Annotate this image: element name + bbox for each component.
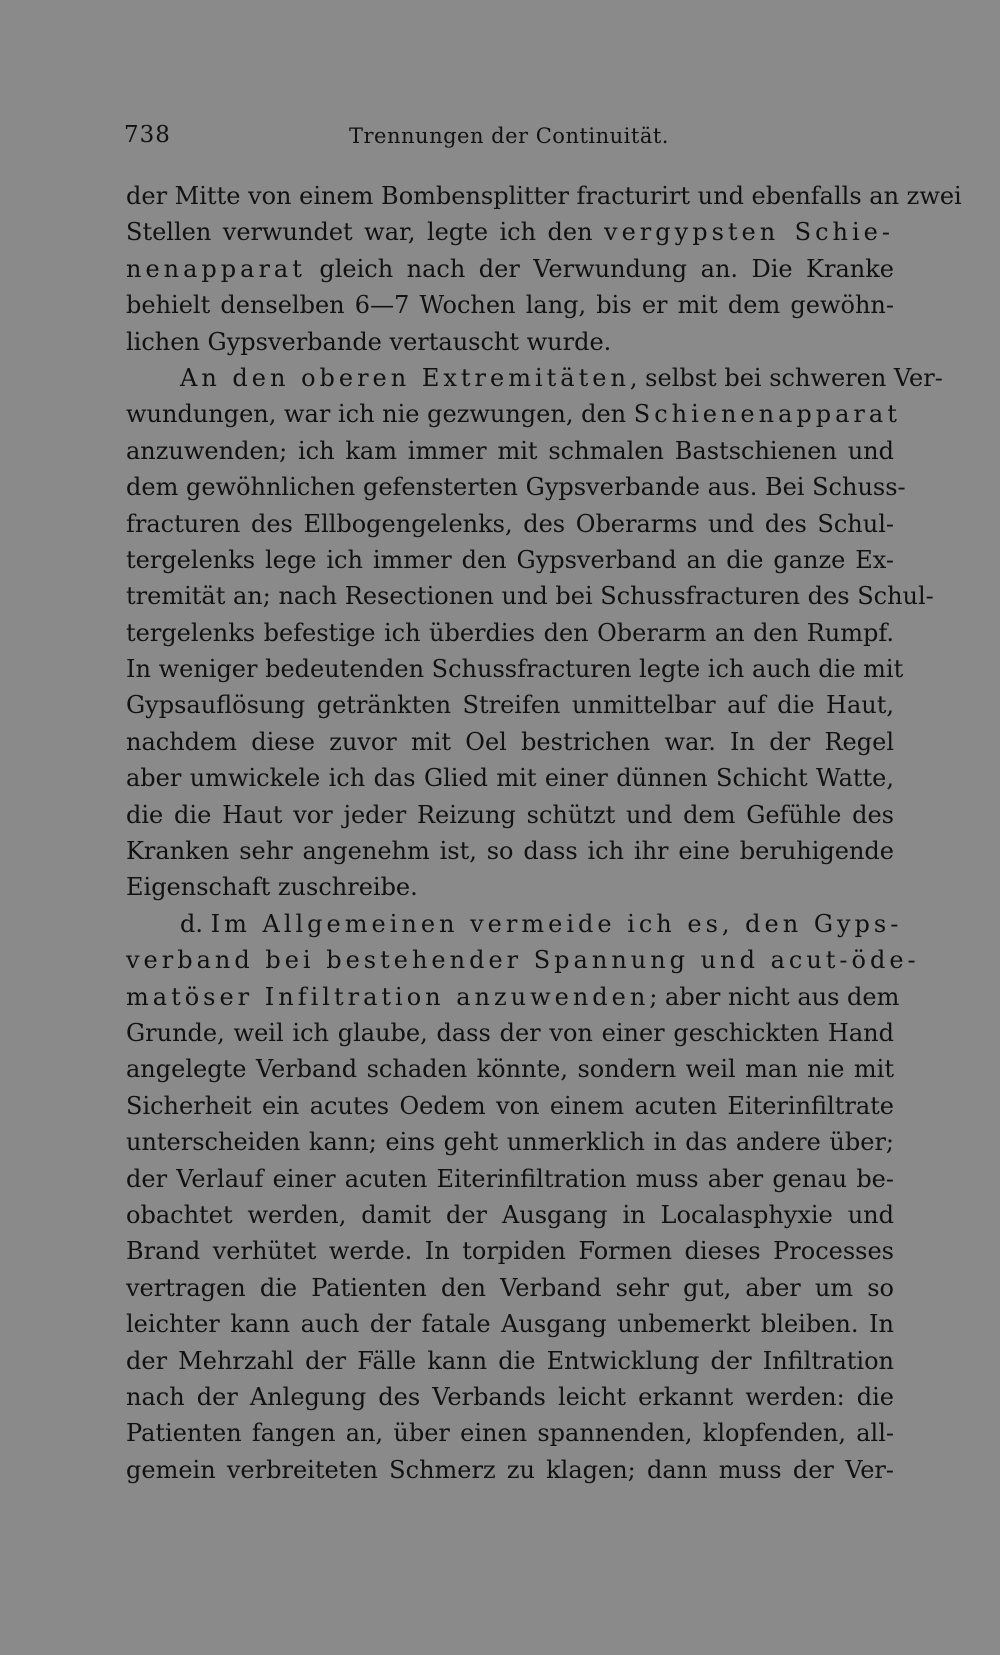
text-line: [126, 542, 894, 578]
text-line: [126, 506, 894, 542]
text-segment: Grunde, weil ich glaube, dass der von einer geschickten Hand: [126, 1018, 894, 1047]
text-line: [126, 1452, 894, 1488]
text-line: [126, 178, 962, 214]
text-segment: Gypsauflösung getränkten Streifen unmittelbar auf die Haut,: [126, 691, 894, 720]
spaced-emphasis-text: verband bei bestehender Spannung und acut-öde-: [126, 946, 920, 975]
text-line: [126, 1015, 894, 1051]
text-segment: vertragen die Patienten den Verband sehr gut, aber um so: [126, 1273, 894, 1302]
text-segment: gleich nach der Verwundung an. Die Kranke: [305, 254, 894, 283]
text-segment: Stellen verwundet war, legte ich den: [126, 218, 605, 247]
text-segment: der Mitte von einem Bombensplitter fracturirt und ebenfalls an zwei: [126, 182, 962, 210]
text-line: [126, 869, 894, 905]
page-number: 738: [124, 122, 171, 148]
text-segment: nachdem diese zuvor mit Oel bestrichen war. In der Regel: [126, 727, 894, 756]
spaced-emphasis-text: Schienenapparat: [633, 400, 901, 429]
text-line: [126, 1161, 894, 1197]
text-line: [126, 1197, 894, 1233]
running-head: [124, 122, 894, 152]
text-line: [126, 1379, 894, 1415]
text-segment: gemein verbreiteten Schmerz zu klagen; dann muss der Ver-: [126, 1455, 894, 1484]
text-line: [126, 687, 894, 723]
spaced-emphasis-text: matöser Infiltration anzuwenden: [126, 982, 650, 1011]
text-segment: fracturen des Ellbogengelenks, des Oberarms und des Schul-: [126, 509, 894, 538]
text-segment: tergelenks befestige ich überdies den Oberarm an den Rumpf.: [126, 618, 894, 647]
text-segment: tergelenks lege ich immer den Gypsverband an die ganze Ex-: [126, 545, 894, 574]
text-segment: wundungen, war ich nie gezwungen, den: [126, 400, 634, 429]
text-line: [126, 1415, 894, 1451]
text-line: [126, 615, 894, 651]
text-segment: d.: [180, 909, 211, 938]
text-segment: ; aber nicht aus dem: [649, 982, 900, 1011]
text-line: [126, 324, 894, 360]
text-segment: Patienten fangen an, über einen spannenden, klopfenden, all-: [126, 1419, 894, 1448]
text-line: [126, 469, 906, 505]
text-segment: Kranken sehr angenehm ist, so dass ich ihr eine beruhigende: [126, 837, 894, 866]
text-line: [126, 360, 943, 396]
text-segment: , selbst bei schweren Ver-: [629, 363, 943, 392]
text-segment: anzuwenden; ich kam immer mit schmalen Bastschienen und: [126, 436, 894, 465]
text-segment: die die Haut vor jeder Reizung schützt und dem Gefühle des: [126, 800, 894, 829]
text-segment: unterscheiden kann; eins geht unmerklich in das andere über;: [126, 1128, 894, 1157]
text-line: [126, 906, 903, 942]
text-line: [126, 1233, 894, 1269]
text-line: [126, 396, 901, 432]
text-line: [126, 724, 894, 760]
text-line: [126, 979, 900, 1015]
text-segment: leichter kann auch der fatale Ausgang unbemerkt bleiben. In: [126, 1310, 894, 1339]
text-segment: angelegte Verband schaden könnte, sondern weil man nie mit: [126, 1055, 894, 1084]
text-line: [126, 433, 894, 469]
text-segment: Brand verhütet werde. In torpiden Formen dieses Processes: [126, 1237, 894, 1266]
body-text: [126, 178, 962, 1488]
text-line: [126, 651, 904, 687]
text-segment: In weniger bedeutenden Schussfracturen legte ich auch die mit: [126, 655, 904, 684]
spaced-emphasis-text: vergypsten Schie-: [604, 218, 894, 247]
text-line: [126, 578, 934, 614]
running-title: Trennungen der Continuität.: [349, 124, 669, 148]
text-segment: nach der Anlegung des Verbands leicht erkannt werden: die: [126, 1382, 894, 1411]
spaced-emphasis-text: An den oberen Extremitäten: [180, 363, 630, 392]
text-line: [126, 1088, 894, 1124]
text-line: [126, 1306, 894, 1342]
text-segment: behielt denselben 6—7 Wochen lang, bis er mit dem gewöhn-: [126, 291, 894, 320]
spaced-emphasis-text: Im Allgemeinen vermeide ich es, den Gyps-: [210, 909, 903, 938]
spaced-emphasis-text: nenapparat: [126, 254, 306, 283]
text-segment: aber umwickele ich das Glied mit einer dünnen Schicht Watte,: [126, 764, 894, 793]
text-segment: tremität an; nach Resectionen und bei Schussfracturen des Schul-: [126, 582, 934, 611]
text-line: [126, 1270, 894, 1306]
text-line: [126, 251, 894, 287]
text-line: [126, 833, 894, 869]
text-line: [126, 942, 920, 978]
text-line: [126, 287, 894, 323]
text-line: [126, 214, 894, 250]
text-segment: lichen Gypsverbande vertauscht wurde.: [126, 327, 612, 356]
text-line: [126, 797, 894, 833]
text-segment: der Verlauf einer acuten Eiterinfiltration muss aber genau be-: [126, 1164, 894, 1193]
text-line: [126, 760, 894, 796]
text-segment: Eigenschaft zuschreibe.: [126, 873, 418, 902]
text-segment: obachtet werden, damit der Ausgang in Localasphyxie und: [126, 1200, 894, 1229]
text-line: [126, 1343, 894, 1379]
text-line: [126, 1124, 894, 1160]
text-segment: der Mehrzahl der Fälle kann die Entwicklung der Infiltration: [126, 1346, 894, 1375]
text-segment: Sicherheit ein acutes Oedem von einem acuten Eiterinfiltrate: [126, 1091, 894, 1120]
text-segment: dem gewöhnlichen gefensterten Gypsverbande aus. Bei Schuss-: [126, 473, 906, 502]
text-line: [126, 1051, 894, 1087]
